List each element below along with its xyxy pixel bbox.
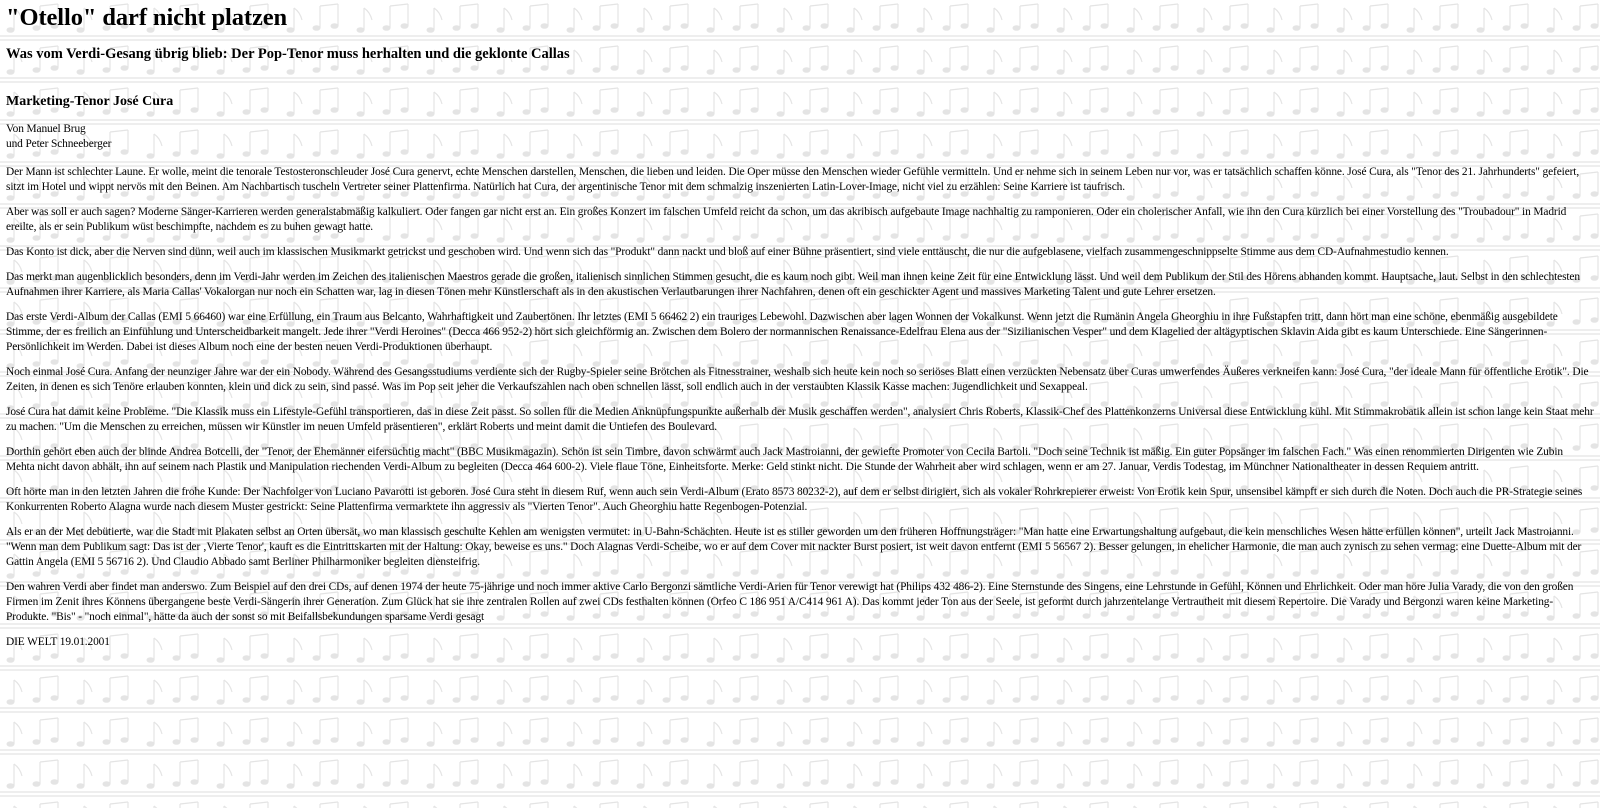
article-paragraph-11: Den wahren Verdi aber findet man anderswo. Zum Beispiel auf den drei CDs, auf denen 1974 der heute 75-jährige und noch immer aktive Carlo Bergonzi sämtliche Verdi-Arien für Tenor verewigt hat (Philips 432 486-2). Eine Sternstunde des Singens, eine Lehrstunde in Gefühl, Können und Ehrlichkeit. Oder man höre Julia Varady, die von den großen Firmen im Zenit ihres Könnens übergangene beste Verdi-Sängerin ihrer Generation. Zum Glück hat sie ihre zentralen Rollen auf zwei CDs festhalten können (Orfeo C 186 951 A/C414 961 A). Das kommt jeder Ton aus der Seele, ist geformt durch jahrzentelange Vertrautheit mit diesem Repertoire. Die Varady und Bergonzi waren keine Marketing-Produkte. "Bis" - "noch einmal", hätte da auch der sonst so mit Beifallsbekundungen sparsame Verdi gesagt <box>6 581 1574 623</box>
article-paragraph-8: Dorthin gehört eben auch der blinde Andrea Botcelli, der "Tenor, der Ehemänner eifersüchtig macht" (BBC Musikmagazin). Schön ist sein Timbre, davon schwärmt auch Jack Mastroianni, der gewiefte Promoter von Cecila Bartoli. "Doch seine Technik ist mäßig. Ein guter Popsänger im falschen Fach." Was einen renommierten Dirigenten wie Zubin Mehta nicht davon abhält, ihn auf seinem nach Plastik und Manipulation riechenden Verdi-Album zu begleiten (Decca 464 600-2). Viele flaue Töne, Einheitsforte. Merke: Geld stinkt nicht. Die Stunde der Wahrheit aber wird schlagen, wenn er am 27. Januar, Verdis Todestag, im Münchner Nationaltheater in dessen Requiem antritt. <box>6 446 1563 473</box>
article-paragraph-3: Das Konto ist dick, aber die Nerven sind dünn, weil auch im klassischen Musikmarkt getrickst und geschoben wird. Und wenn sich das "Produkt" dann nackt und bloß auf einer Bühne präsentiert, sind viele enttäuscht, die nur die aufgeblasene, vielfach zusammengeschnippselte Stimme aus dem CD-Aufnahmestudio kennen. <box>6 246 1449 258</box>
byline-author-1: Von Manuel Brug <box>6 123 86 135</box>
byline-author-2: und Peter Schneeberger <box>6 138 112 150</box>
article-paragraph-2: Aber was soll er auch sagen? Moderne Sänger-Karrieren werden generalstabmäßig kalkuliert. Oder fangen gar nicht erst an. Ein großes Konzert im falschen Umfeld reicht da schon, um das akribisch aufgebaute Image nachhaltig zu ramponieren. Oder ein cholerischer Anfall, wie ihn den Cura kürzlich bei einer Vorstellung des "Troubadour" in Madrid ereilte, als er sein Publikum wüst beschimpfte, nachdem es zu buhen gewagt hatte. <box>6 206 1567 233</box>
article-paragraph-1: Der Mann ist schlechter Laune. Er wolle, meint die tenorale Testosteronschleuder José Cura genervt, echte Menschen darstellen, Menschen, die lieben und leiden. Die Oper müsse den Menschen wieder Gefühle vermitteln. Und er nehme sich in seinem Leben nur vor, was er tatsächlich schaffen könne. José Cura, als "Tenor des 21. Jahrhunderts" gefeiert, sitzt im Hotel und wippt nervös mit den Beinen. Am Nachbartisch tuscheln Vertreter seiner Plattenfirma. Natürlich hat Cura, der argentinische Tenor mit dem schmalzig inszenierten Latin-Lover-Image, nicht viel zu erzählen: Seine Karriere ist taufrisch. <box>6 166 1580 193</box>
article-subtitle: Was vom Verdi-Gesang übrig blieb: Der Pop-Tenor muss herhalten und die geklonte Callas <box>6 46 570 62</box>
article-paragraph-10: Als er an der Met debütierte, war die Stadt mit Plakaten selbst an Orten übersät, wo man klassisch geschulte Kehlen am wenigsten vermutet: in U-Bahn-Schächten. Heute ist es stiller geworden um den früheren Hoffnungsträger: "Man hatte eine Erwartungshaltung aufgebaut, die kein menschliches Wesen hätte erfüllen können", urteilt Jack Mastroianni. "Wenn man dem Publikum sagt: Das ist der ‚Vierte Tenor', kauft es die Eintrittskarten mit der Haltung: Okay, beweise es uns." Doch Alagnas Verdi-Scheibe, wo er auf dem Cover mit nackter Burst posiert, ist weit davon entfernt (EMI 5 56567 2). Besser gelungen, in ehelicher Harmonie, die man auch zynisch zu sehen vermag: eine Duette-Album mit der Gattin Angela (EMI 5 56716 2). Und Claudio Abbado samt Berliner Philharmoniker begleiten diensteifrig. <box>6 526 1582 568</box>
article-paragraph-9: Oft hörte man in den letzten Jahren die frohe Kunde: Der Nachfolger von Luciano Pavarotti ist geboren. José Cura steht in diesem Ruf, wenn auch sein Verdi-Album (Erato 8573 80232-2), auf dem er selbst dirigiert, sich als vokaler Rohrkrepierer erweist: Von Erotik kein Spur, unsensibel kämpft er sich durch die Noten. Doch auch die PR-Strategie seines Konkurrenten Roberto Alagna wurde nach diesem Muster gestrickt: Seine Plattenfirma vermarktete ihn aggressiv als "Vierten Tenor". Auch Gheorghiu hatte Regenbogen-Potenzial. <box>6 486 1583 513</box>
section-heading: Marketing-Tenor José Cura <box>6 94 174 109</box>
article-paragraph-5: Das erste Verdi-Album der Callas (EMI 5 66460) war eine Erfüllung, ein Traum aus Belcanto, Wahrhaftigkeit und Zaubertönen. Ihr letztes (EMI 5 66462 2) ein trauriges Lebewohl. Dazwischen aber lagen Wonnen der Vokalkunst. Wenn jetzt die Rumänin Angela Gheorghiu in ihre Fußstapfen tritt, dann hört man eine schöne, ebenmäßig ausgebildete Stimme, der es freilich an Einfühlung und Unterscheidbarkeit mangelt. Jede ihrer "Verdi Heroines" (Decca 466 952-2) hört sich gleichförmig an. Zwischen dem Bolero der normannischen Renaissance-Edelfrau Elena aus der "Sizilianischen Vesper" und dem Klagelied der altägyptischen Sklavin Aida gibt es kaum Unterschiede. Eine Sängerinnen-Persönlichkeit im Werden. Dabei ist dieses Album noch eine der besten neuen Verdi-Produktionen überhaupt. <box>6 311 1558 353</box>
source-line: DIE WELT 19.01.2001 <box>6 636 110 648</box>
article-paragraph-7: José Cura hat damit keine Probleme. "Die Klassik muss ein Lifestyle-Gefühl transportieren, das in diese Zeit passt. So sollen für die Medien Anknüpfungspunkte außerhalb der Musik geschaffen werden", analysiert Chris Roberts, Klassik-Chef des Plattenkonzerns Universal diese Entwicklung kühl. Mit Stimmakrobatik allein ist schon lange kein Staat mehr zu machen. "Um die Menschen zu erreichen, müssen wir Künstler im neuen Umfeld präsentieren", erklärt Roberts und meint damit die Untiefen des Boulevard. <box>6 406 1594 433</box>
byline <box>6 122 1594 152</box>
article-title: "Otello" darf nicht platzen <box>6 4 288 31</box>
article-paragraph-4: Das merkt man augenblicklich besonders, denn im Verdi-Jahr werden im Zeichen des italienischen Maestros gerade die großen, italienisch sinnlichen Stimmen gesucht, die es kaum noch gibt. Weil man ihnen keine Zeit für eine Entwicklung lässt. Und weil dem Publikum der Stil des Hörens abhanden kommt. Hauptsache, laut. Selbst in den schlechtesten Aufnahmen ihrer Karriere, als Maria Callas' Vokalorgan nur noch ein Schatten war, lag in diesen Tönen mehr Künstlerschaft als in den akustischen Verlautbarungen ihrer Nachfahren, denen oft ein geschickter Agent und massives Marketing Talent und gute Lehrer ersetzen. <box>6 271 1580 298</box>
article-paragraph-6: Noch einmal José Cura. Anfang der neunziger Jahre war der ein Nobody. Während des Gesangsstudiums verdiente sich der Rugby-Spieler seine Brötchen als Fitnesstrainer, weshalb sich heute kein noch so seriöses Blatt einen verzückten Nebensatz über Curas umwerfendes Äußeres verkneifen kann: José Cura, "der ideale Mann für öffentliche Erotik". Die Zeiten, in denen es sich Tenöre erlauben konnten, klein und dick zu sein, sind passé. Was im Pop seit jeher die Verkaufszahlen nach oben schnellen lässt, soll endlich auch in der verstaubten Klassik Kasse machen: Jugendlichkeit und Sexappeal. <box>6 366 1589 393</box>
